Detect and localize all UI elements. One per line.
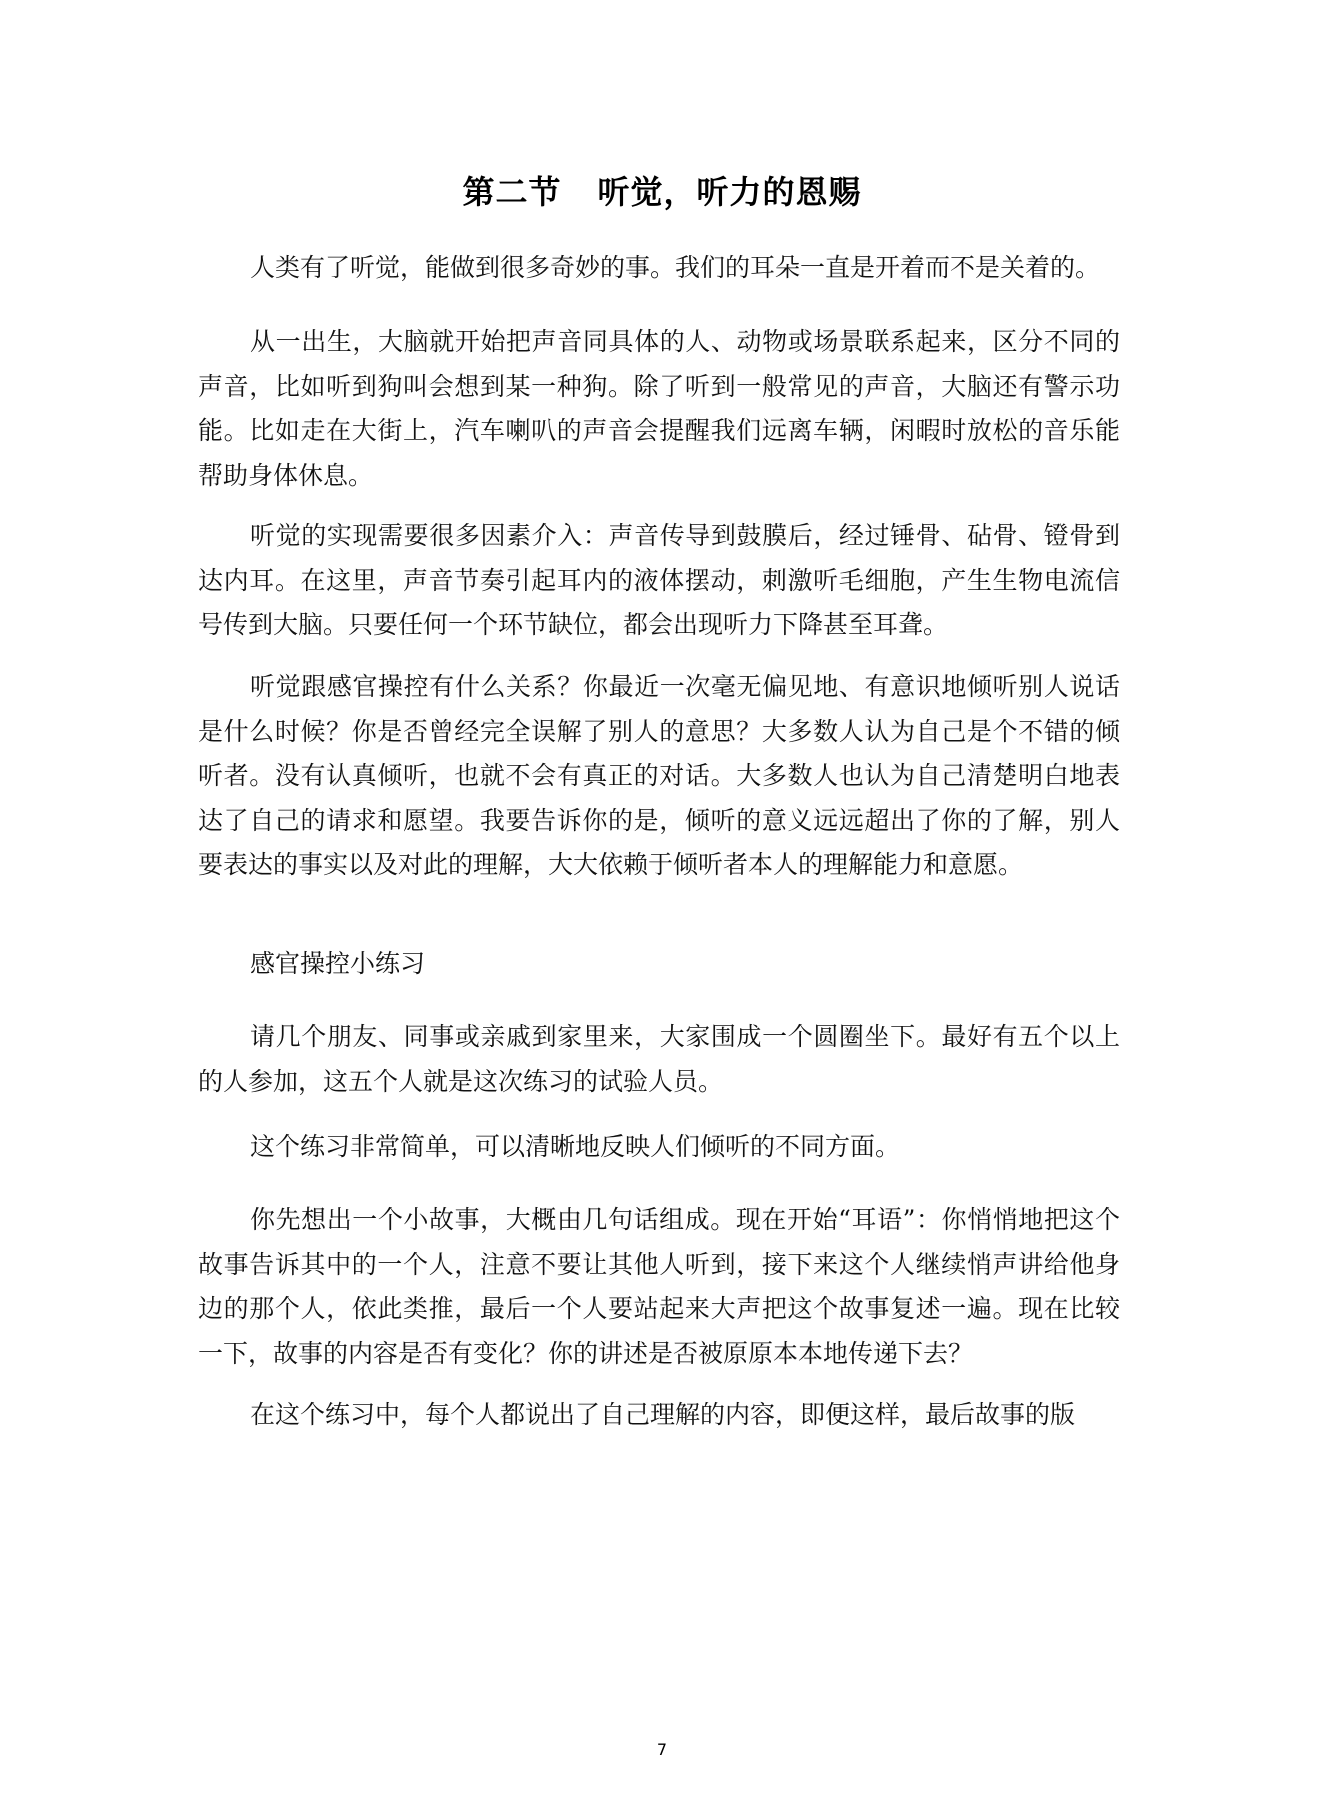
section-number: 第二节 xyxy=(462,173,562,211)
paragraph-4: 听觉跟感官操控有什么关系？你最近一次毫无偏见地、有意识地倾听别人说话是什么时候？你是否曾经完全误解了别人的意思？大多数人认为自己是个不错的倾听者。没有认真倾听，也就不会有真正的对话。大多数人也认为自己清楚明白地表达了自己的请求和愿望。我要告诉你的是，倾听的意义远远超出了你的了解，别人要表达的事实以及对此的理解，大大依赖于倾听者本人的理解能力和意愿。 xyxy=(198,672,1120,879)
paragraph-3: 听觉的实现需要很多因素介入：声音传导到鼓膜后，经过锤骨、砧骨、镫骨到达内耳。在这里，声音节奏引起耳内的液体摆动，刺激听毛细胞，产生生物电流信号传到大脑。只要任何一个环节缺位，都会出现听力下降甚至耳聋。 xyxy=(198,521,1120,639)
paragraph-1: 人类有了听觉，能做到很多奇妙的事。我们的耳朵一直是开着而不是关着的。 xyxy=(250,253,1101,282)
exercise-heading: 感官操控小练习 xyxy=(250,949,426,978)
paragraph-7: 你先想出一个小故事，大概由几句话组成。现在开始“耳语”：你悄悄地把这个故事告诉其中的一个人，注意不要让其他人听到，接下来这个人继续悄声讲给他身边的那个人，依此类推，最后一个人要站起来大声把这个故事复述一遍。现在比较一下，故事的内容是否有变化？你的讲述是否被原原本本地传递下去？ xyxy=(198,1205,1120,1368)
paragraph-2: 从一出生，大脑就开始把声音同具体的人、动物或场景联系起来，区分不同的声音，比如听到狗叫会想到某一种狗。除了听到一般常见的声音，大脑还有警示功能。比如走在大街上，汽车喇叭的声音会提醒我们远离车辆，闲暇时放松的音乐能帮助身体休息。 xyxy=(198,327,1120,490)
paragraph-6: 这个练习非常简单，可以清晰地反映人们倾听的不同方面。 xyxy=(250,1132,901,1161)
page-number: 7 xyxy=(656,1740,668,1759)
section-name: 听觉，听力的恩赐 xyxy=(597,173,862,211)
paragraph-5: 请几个朋友、同事或亲戚到家里来，大家围成一个圆圈坐下。最好有五个以上的人参加，这五个人就是这次练习的试验人员。 xyxy=(198,1022,1120,1096)
section-title xyxy=(0,168,1324,216)
paragraph-8: 在这个练习中，每个人都说出了自己理解的内容，即便这样，最后故事的版 xyxy=(250,1400,1076,1429)
